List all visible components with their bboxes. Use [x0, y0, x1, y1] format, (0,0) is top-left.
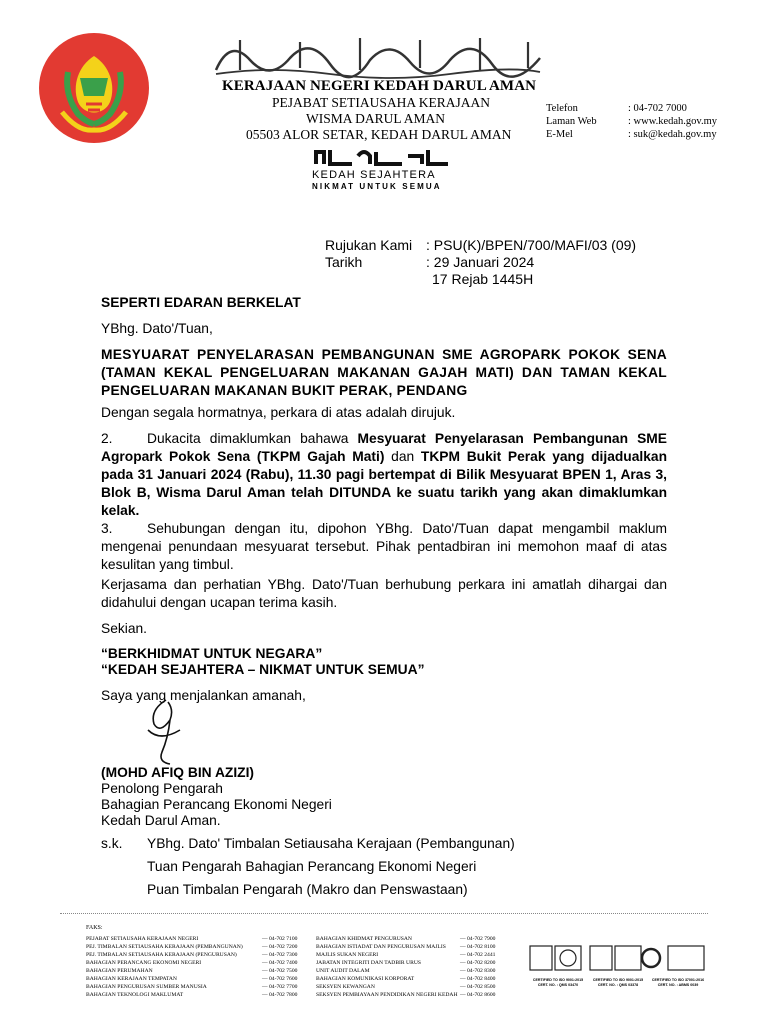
certification-1: CERTIFIED TO ISO 9001:2015 CERT. NO. : QMS 03470: [532, 978, 584, 987]
reference-value: : PSU(K)/BPEN/700/MAFI/03 (09): [426, 237, 637, 253]
motto-2: “KEDAH SEJAHTERA – NIKMAT UNTUK SEMUA”: [101, 662, 425, 677]
signature-image: [140, 690, 190, 765]
paragraph-3: 3. Sehubungan dengan itu, dipohon YBhg. Dato'/Tuan dapat mengambil maklum mengenai penundaan mesyuarat tersebut. Pihak pentadbiran ini memohon maaf di atas kesulitan yang timbul.: [101, 521, 667, 572]
fax-row: BAHAGIAN PERUMAHAN — 04-702 7500: [86, 968, 298, 974]
reference-label: Rujukan Kami: [325, 237, 413, 253]
fax-list-left: [86, 935, 297, 999]
fax-row: MAJLIS SUKAN NEGERI — 04-702 2441: [316, 952, 496, 958]
letter-subject: MESYUARAT PENYELARASAN PEMBANGUNAN SME AGROPARK POKOK SENA (TAMAN KEKAL PENGELUARAN MAKANAN GAJAH MATI) DAN TAMAN KEKAL PENGELUARAN MAKANAN BUKIT PERAK, PENDANG: [101, 347, 667, 398]
fax-row: BAHAGIAN KHIDMAT PENGURUSAN — 04-702 7900: [316, 936, 496, 942]
office-line-3: 05503 ALOR SETAR, KEDAH DARUL AMAN: [246, 127, 512, 142]
fax-row: SEKSYEN PEMBIAYAAN PENDIDIKAN NEGERI KEDAH — 04-702 8600: [316, 992, 496, 998]
trust-line: Saya yang menjalankan amanah,: [101, 688, 306, 703]
hijri-date: 17 Rejab 1445H: [432, 271, 534, 287]
fax-row: BAHAGIAN ISTIADAT DAN PENGURUSAN MAJLIS — 04-702 8100: [316, 944, 496, 950]
slogan-tagline: NIKMAT UNTUK SEMUA: [312, 182, 442, 191]
fax-row: PEJABAT SETIAUSAHA KERAJAAN NEGERI — 04-702 7100: [86, 936, 298, 942]
government-name: KERAJAAN NEGERI KEDAH DARUL AMAN: [222, 78, 537, 94]
cc-recipient: Tuan Pengarah Bahagian Perancang Ekonomi Negeri: [147, 859, 477, 874]
fax-row: BAHAGIAN PENGURUSAN SUMBER MANUSIA — 04-702 7700: [86, 984, 298, 990]
certification-badges: [528, 942, 708, 992]
signatory-department: Bahagian Perancang Ekonomi Negeri: [101, 797, 332, 812]
certification-3: CERTIFIED TO ISO 37001:2016 CERT. NO. : ABMS 0039: [651, 978, 705, 987]
contact-block: [546, 102, 717, 141]
fax-row: BAHAGIAN KOMUNIKASI KORPORAT — 04-702 8400: [316, 976, 496, 982]
salutation: YBhg. Dato'/Tuan,: [101, 321, 213, 336]
fax-label: FAKS:: [86, 925, 103, 931]
fax-row: UNIT AUDIT DALAM — 04-702 8300: [316, 968, 496, 974]
signatory-place: Kedah Darul Aman.: [101, 813, 221, 828]
signatory-name: (MOHD AFIQ BIN AZIZI): [101, 765, 255, 780]
signatory-title: Penolong Pengarah: [101, 781, 223, 796]
cc-label: s.k.: [101, 836, 123, 851]
fax-row: BAHAGIAN TEKNOLOGI MAKLUMAT — 04-702 7800: [86, 992, 298, 998]
cc-recipient: YBhg. Dato' Timbalan Setiausaha Kerajaan (Pembangunan): [147, 836, 515, 851]
contact-phone: Telefon : 04-702 7000: [546, 103, 687, 114]
opening-line: Dengan segala hormatnya, perkara di atas adalah dirujuk.: [101, 405, 456, 420]
fax-row: BAHAGIAN KERAJAAN TEMPATAN — 04-702 7600: [86, 976, 298, 982]
office-line-1: PEJABAT SETIAUSAHA KERAJAAN: [272, 95, 491, 110]
date-label: Tarikh: [325, 254, 363, 270]
fax-row: SEKSYEN KEWANGAN — 04-702 8500: [316, 984, 496, 990]
fax-row: PEJ. TIMBALAN SETIAUSAHA KERAJAAN (PEMBANGUNAN) — 04-702 7200: [86, 944, 298, 950]
sekian-line: Sekian.: [101, 621, 148, 636]
date-value: : 29 Januari 2024: [426, 254, 535, 270]
cc-recipient: Puan Timbalan Pengarah (Makro dan Penswastaan): [147, 882, 468, 897]
slogan-name: KEDAH SEJAHTERA: [312, 169, 436, 181]
circular-line: SEPERTI EDARAN BERKELAT: [101, 295, 301, 310]
contact-website: Laman Web : www.kedah.gov.my: [546, 116, 718, 127]
fax-list-right: [316, 935, 495, 999]
contact-email: E-Mel : suk@kedah.gov.my: [546, 129, 717, 140]
office-line-2: WISMA DARUL AMAN: [306, 111, 446, 126]
cc-block: [101, 836, 515, 905]
fax-row: JABATAN INTEGRITI DAN TADBIR URUS — 04-702 8200: [316, 960, 496, 966]
jawi-state-title: [210, 30, 546, 82]
reference-block: [325, 237, 636, 288]
paragraph-2: 2. Dukacita dimaklumkan bahawa Mesyuarat Penyelarasan Pembangunan SME Agropark Pokok Sena (TKPM Gajah Mati) dan TKPM Bukit Perak yang dijadualkan pada 31 Januari 2024 (Rabu), 11.30 pagi bertempat di Bilik Mesyuarat BPEN 1, Aras 3, Blok B, Wisma Darul Aman telah DITUNDA ke suatu tarikh yang akan dimaklumkan kelak.: [101, 431, 668, 518]
fax-row: BAHAGIAN PERANCANG EKONOMI NEGERI — 04-702 7400: [86, 960, 298, 966]
kedah-sejahtera-logo: [312, 146, 452, 168]
fax-row: PEJ. TIMBALAN SETIAUSAHA KERAJAAN (PENGURUSAN) — 04-702 7300: [86, 952, 298, 958]
certification-2: CERTIFIED TO ISO 9001:2015 CERT. NO. : QMS 03378: [592, 978, 644, 987]
motto-1: “BERKHIDMAT UNTUK NEGARA”: [101, 646, 323, 661]
closing-paragraph: Kerjasama dan perhatian YBhg. Dato'/Tuan berhubung perkara ini amatlah dihargai dan didahului dengan ucapan terima kasih.: [101, 577, 667, 610]
footer-divider: [60, 913, 708, 914]
kedah-crest-logo: [38, 32, 150, 144]
